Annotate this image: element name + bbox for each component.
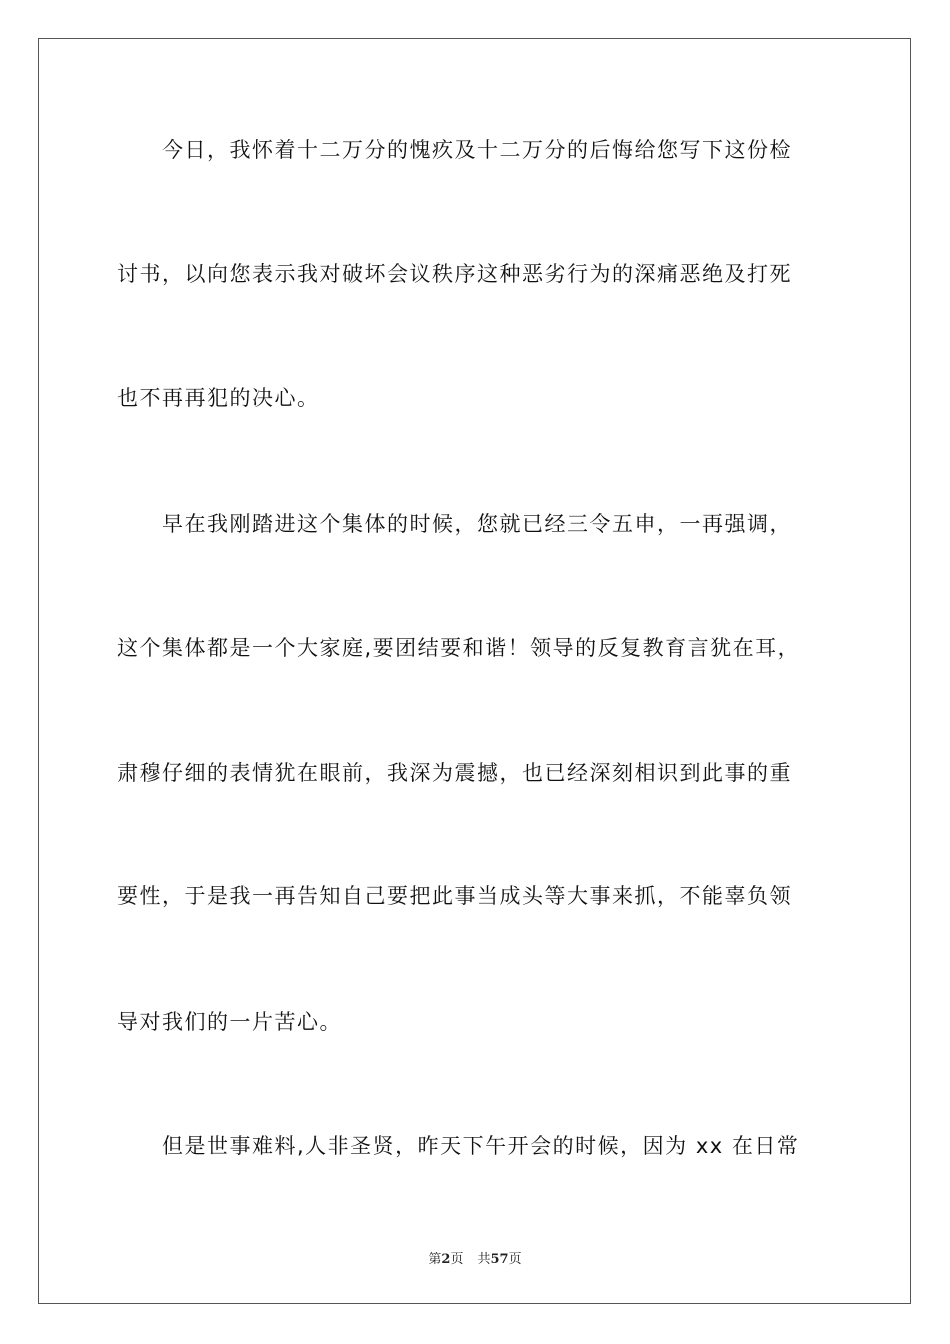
page-footer [0,1248,950,1267]
text-line-8: 导对我们的一片苦心。 [117,1010,342,1034]
total-pages: 57 [490,1252,509,1267]
text-line-6: 肃穆仔细的表情犹在眼前，我深为震撼，也已经深刻相识到此事的重 [117,761,792,785]
total-prefix: 共 [477,1252,491,1267]
text-line-7: 要性，于是我一再告知自己要把此事当成头等大事来抓，不能辜负领 [117,884,792,908]
page-prefix: 第 [428,1252,442,1267]
text-line-3: 也不再再犯的决心。 [117,386,320,410]
text-line-2: 讨书，以向您表示我对破坏会议秩序这种恶劣行为的深痛恶绝及打死 [117,262,792,286]
text-line-5: 这个集体都是一个大家庭,要团结要和谐！领导的反复教育言犹在耳， [117,636,801,660]
page-number: 2 [441,1252,451,1267]
text-line-1: 今日，我怀着十二万分的愧疚及十二万分的后悔给您写下这份检 [117,138,792,162]
text-line-4: 早在我刚踏进这个集体的时候，您就已经三令五申，一再强调， [117,512,792,536]
page-border [38,38,911,1304]
page-suffix: 页 [450,1252,464,1267]
text-line-9: 但是世事难料,人非圣贤，昨天下午开会的时候，因为 xx 在日常 [117,1134,800,1158]
total-suffix: 页 [508,1252,522,1267]
